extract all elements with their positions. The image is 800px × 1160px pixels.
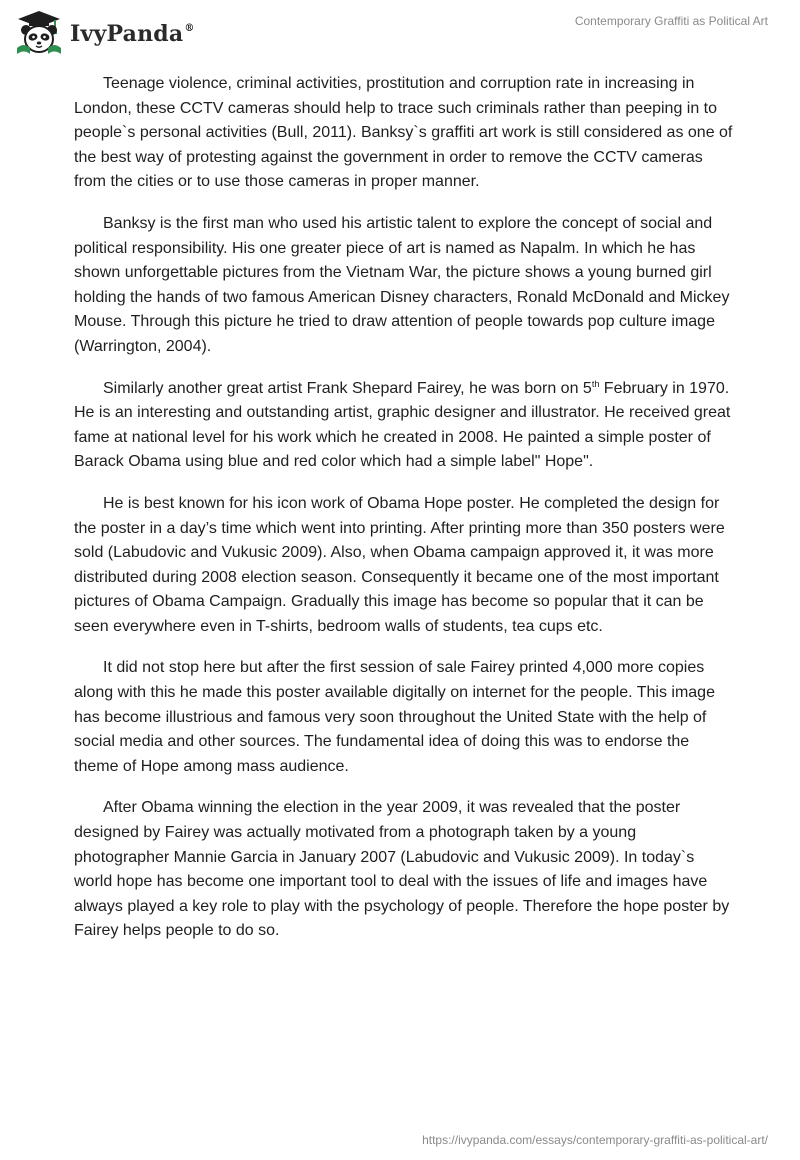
panda-graduate-icon bbox=[14, 8, 64, 58]
ivypanda-logo[interactable] bbox=[14, 8, 195, 58]
paragraph-1: Teenage violence, criminal activities, prostitution and corruption rate in increasing in London, these CCTV cameras should help to trace such criminals rather than peeping in to people`s personal activities (Bull, 2011). Banksy`s graffiti art work is still considered as one of the best way of protesting against the government in order to remove the CCTV cameras from the cities or to use those cameras in proper manner. bbox=[74, 75, 733, 191]
page-header bbox=[0, 0, 800, 70]
document-title: Contemporary Graffiti as Political Art bbox=[574, 14, 768, 28]
paragraph-2: Banksy is the first man who used his artistic talent to explore the concept of social and political responsibility. His one greater piece of art is named as Napalm. In which he has shown unforgettable pictures from the Vietnam War, the picture shows a young burned girl holding the hands of two famous American Disney characters, Ronald McDonald and Mickey Mouse. Through this picture he tried to draw attention of people towards pop culture image (Warrington, 2004). bbox=[74, 214, 730, 355]
ordinal-superscript: th bbox=[591, 378, 600, 389]
registered-mark: ® bbox=[184, 22, 195, 34]
paragraph-4: He is best known for his icon work of Obama Hope poster. He completed the design for the poster in a day’s time which went into printing. After printing more than 350 posters were sold (Labudovic and Vukusic 2009). Also, when Obama campaign approved it, it was more distributed during 2008 election season. Consequently it became one of the most important pictures of Obama Campaign. Gradually this image has become so popular that it can be seen everywhere even in T-shirts, bedroom walls of students, tea cups etc. bbox=[74, 494, 725, 635]
essay-body bbox=[74, 72, 734, 961]
source-url-link[interactable]: https://ivypanda.com/essays/contemporary-graffiti-as-political-art/ bbox=[422, 1133, 768, 1147]
paragraph-5: It did not stop here but after the first session of sale Fairey printed 4,000 more copies along with this he made this poster available digitally on internet for the people. This image has become illustrious and famous very soon throughout the United State with the help of social media and other sources. The fundamental idea of doing this was to endorse the theme of Hope among mass audience. bbox=[74, 659, 715, 775]
paragraph-6: After Obama winning the election in the year 2009, it was revealed that the poster designed by Fairey was actually motivated from a photograph taken by a young photographer Mannie Garcia in January 2007 (Labudovic and Vukusic 2009). In today`s world hope has become one important tool to deal with the issues of life and images have always played a key role to play with the psychology of people. Therefore the hope poster by Fairey helps people to do so. bbox=[74, 799, 730, 940]
brand-name: IvyPanda® bbox=[70, 21, 195, 47]
paragraph-3: Similarly another great artist Frank Shepard Fairey, he was born on 5th February in 1970. He is an interesting and outstanding artist, graphic designer and illustrator. He received great fame at national level for his work which he created in 2008. He painted a simple poster of Barack Obama using blue and red color which had a simple label" Hope". bbox=[74, 378, 731, 471]
